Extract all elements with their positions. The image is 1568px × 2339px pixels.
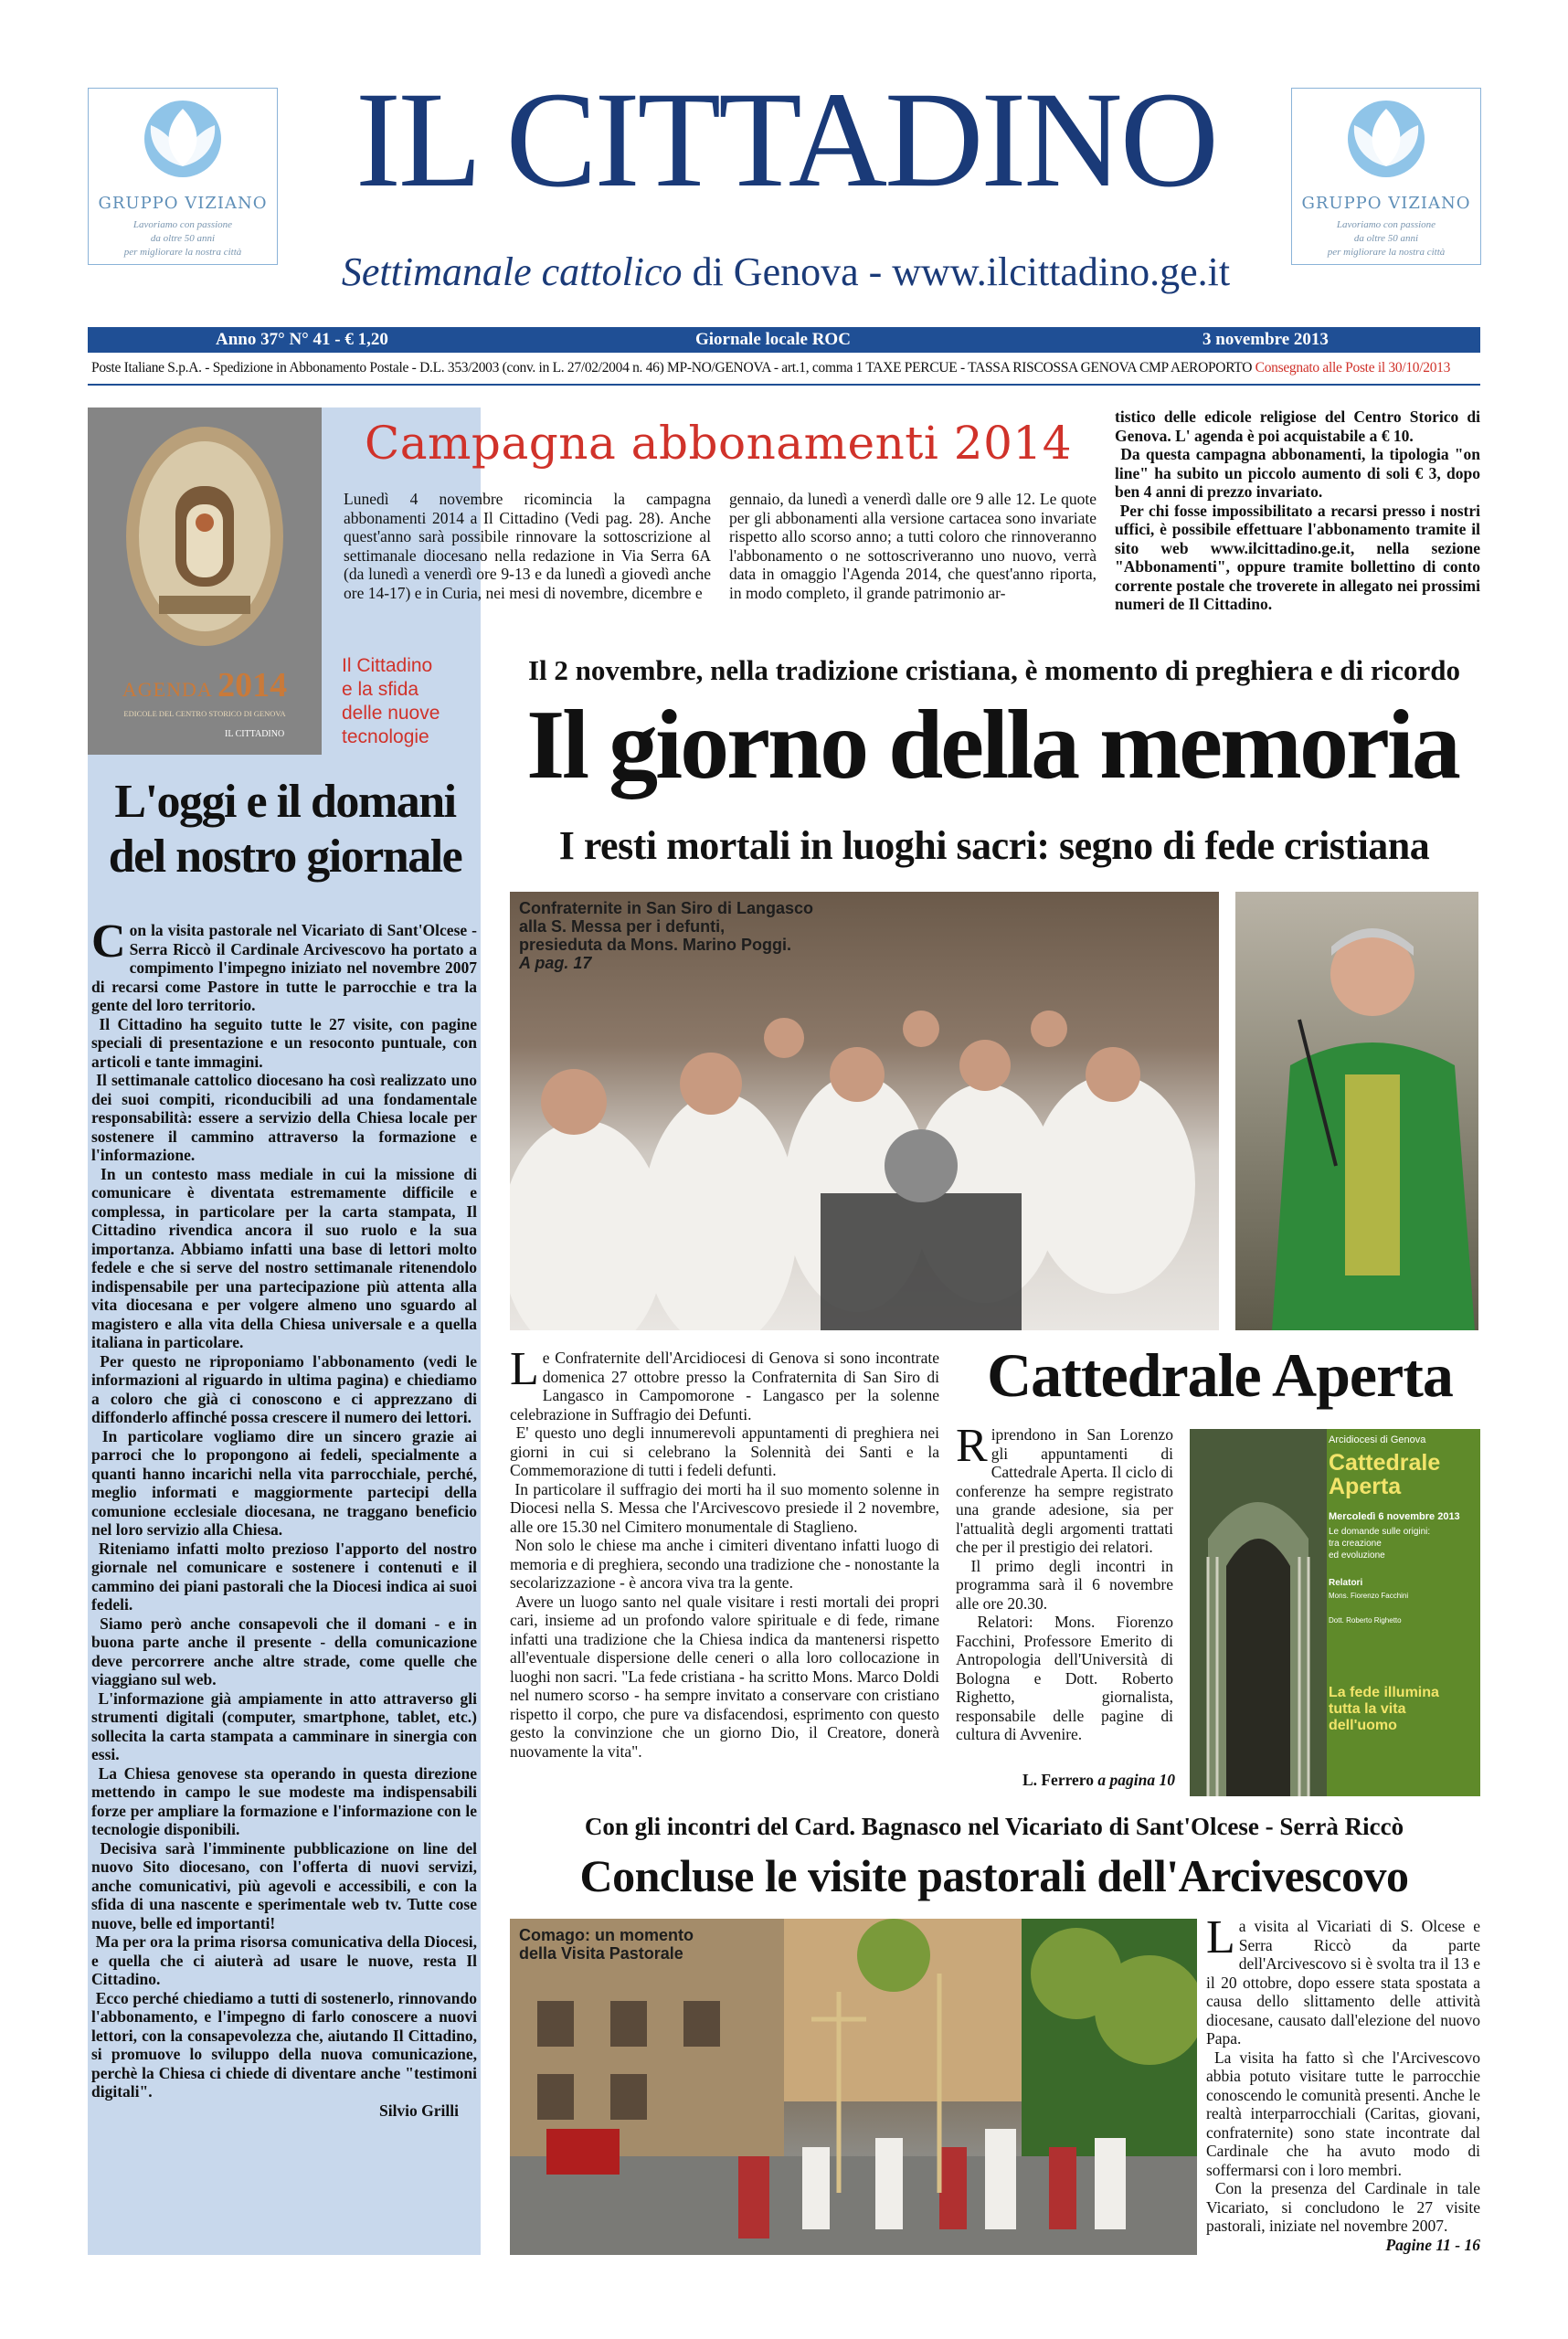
- photo-caption: Confraternite in San Siro di Langasco alla S. Messa per i defunti, presieduta da Mons. Marino Poggi. A pag. 17: [519, 899, 814, 972]
- agenda-cover: [88, 407, 322, 755]
- visite-title: Concluse le visite pastorali dell'Arcivescovo: [579, 1850, 1409, 1901]
- issue-date: 3 novembre 2013: [1202, 330, 1329, 349]
- priest-image: [1235, 892, 1478, 1330]
- issue-number: Anno 37° N° 41 - € 1,20: [216, 330, 388, 349]
- agenda-title: AGENDA 2014: [122, 666, 288, 704]
- issue-bar: [88, 327, 1480, 353]
- cattedrale-title: Cattedrale Aperta: [987, 1340, 1453, 1410]
- divider: [88, 384, 1480, 386]
- campaign-title: Campagna abbonamenti 2014: [364, 417, 1073, 470]
- cattedrale-credit: L. Ferrero a pagina 10: [1022, 1771, 1175, 1789]
- logo-name: GRUPPO VIZIANO: [98, 194, 268, 213]
- procession-image: [510, 1919, 1197, 2255]
- agenda-subtitle: EDICOLE DEL CENTRO STORICO DI GENOVA: [123, 709, 286, 718]
- photo-caption: Comago: un momento della Visita Pastorale: [519, 1926, 694, 1963]
- cathedral-portal-image: [1190, 1429, 1327, 1796]
- newspaper-subtitle: Settimanale cattolico di Genova - www.ilcittadino.ge.it: [341, 249, 1231, 294]
- campaign-col-2: gennaio, da lunedì a venerdì dalle ore 9 alle 12. Le quote per gli abbonamenti alla versione cartacea sono invariate rispetto allo scorso anno; a tutti coloro che rinnoveranno l'abbonamento o ne sottoscriveranno uno nuovo, verrà data in omaggio l'Agenda 2014, che quest'anno riporta, in modo completo, il grande patrimonio ar-: [729, 490, 1097, 602]
- bishop-photo: [1235, 892, 1478, 1330]
- visite-pages: Pagine 11 - 16: [1385, 2235, 1480, 2254]
- roc-label: Giornale locale ROC: [695, 330, 851, 349]
- cattedrale-poster: [1190, 1429, 1480, 1796]
- poster-text: Arcidiocesi di Genova Cattedrale Aperta Mercoledì 6 novembre 2013 Le domande sulle origini: tra creazione ed evoluzione Relatori Mons. Fiorenzo Facchini Dott. Roberto Righetto La fede illumina tutta la vita dell'uomo: [1329, 1434, 1460, 1733]
- editorial-title: L'oggi e il domani del nostro giornale: [108, 776, 462, 883]
- logo-tagline: Lavoriamo con passione da oltre 50 anni per migliorare la nostra città: [123, 219, 242, 258]
- memoria-subtitle: I resti mortali in luoghi sacri: segno di fede cristiana: [558, 823, 1430, 868]
- memoria-body: Le Confraternite dell'Arcidiocesi di Genova si sono incontrate domenica 27 ottobre presso la Confraternita di San Siro di Langasco in Campomorone - Langasco per la solenne celebrazione in Suffragio dei Defunti. E' questo uno degli innumerevoli appuntamenti di preghiera nei giorni in cui si celebrano la Solennità dei Santi e la Commemorazione di tutti i fedeli defunti. In particolare il suffragio dei morti ha il suo momento solenne in Diocesi nella S. Messa che l'Arcivescovo presiede il 2 novembre, alle ore 15.30 nel Cimitero monumentale di Staglieno. Non solo le chiese ma anche i cimiteri diventano infatti luogo di memoria e di preghiera, secondo una tradizione che - nonostante la secolarizzazione - è ancora viva tra la gente. Avere un luogo santo nel quale visitare i resti mortali dei propri cari, insieme ad un profondo valore spirituale e di fede, rimane infatti una tradizione che la Chiesa indica da mantenersi rispetto all'eventuale dispersione delle ceneri o alla loro collocazione in luoghi non sacri. "La fede cristiana - ha scritto Mons. Marco Doldi nel numero scorso - ha sempre invitato a conservare con cristiano rispetto il corpo, che pure va disfacendosi, esprimento con questo gesto la convinzione che un giorno Dio, il Creatore, donerà nuovamente la vita".: [510, 1343, 940, 1761]
- postal-line: Poste Italiane S.p.A. - Spedizione in Abbonamento Postale - D.L. 353/2003 (conv. in L. 27/02/2004 n. 46) MP-NO/GENOVA - art.1, comma 1 TAXE PERCUE - TASSA RISCOSSA GENOVA CMP AEROPORTO Consegnato alle Poste il 30/10/2013: [91, 360, 1451, 376]
- editorial-signature: Silvio Grilli: [378, 2101, 459, 2120]
- lotus-icon: [1292, 89, 1480, 189]
- sponsor-logo-right: [1291, 88, 1481, 265]
- agenda-publisher: IL CITTADINO: [225, 729, 285, 739]
- visite-kicker: Con gli incontri del Card. Bagnasco nel Vicariato di Sant'Olcese - Serrà Riccò: [584, 1813, 1404, 1840]
- campaign-col-1: Lunedì 4 novembre ricomincia la campagna abbonamenti 2014 a Il Cittadino (Vedi pag. 28). Anche quest'anno sarà possibile rinnovare la sottoscrizione al settimanale diocesano nella redazione in Via Serra 6A (da lunedì a venerdì ore 9-13 e da lunedì a giovedì anche ore 14-17) e in Curia, nei mesi di novembre, dicembre e: [344, 490, 711, 602]
- cattedrale-body: Riprendono in San Lorenzo gli appuntamenti di Cattedrale Aperta. Il ciclo di conferenze ha sempre registrato una grande adesione, sia per l'attualità degli argomenti trattati che per il prestigio dei relatori. Il primo degli incontri in programma sarà il 6 novembre alle ore 20.30. Relatori: Mons. Fiorenzo Facchini, Professore Emerito di Antropologia dell'Università di Bologna e Dott. Roberto Righetto, giornalista, responsabile delle pagine di cultura di Avvenire.: [956, 1420, 1174, 1743]
- lotus-icon: [89, 89, 277, 189]
- tech-promo: Il Cittadino e la sfida delle nuove tecnologie: [342, 655, 440, 747]
- shrine-image: [122, 422, 287, 651]
- editorial-body: Con la visita pastorale nel Vicariato di Sant'Olcese - Serra Riccò il Cardinale Arcivescovo ha portato a compimento l'impegno iniziato nel novembre 2007 di recarsi come Pastore in tutte le parrocchie e tra la gente del loro territorio. Il Cittadino ha seguito tutte le 27 visite, con pagine speciali di presentazione e un resoconto puntuale, con articoli e tante immagini. Il settimanale cattolico diocesano ha così realizzato uno dei suoi compiti, riconducibili ad una fondamentale responsabilità: essere a servizio della Chiesa locale per sostenere il cammino attraverso la formazione e l'informazione. In un contesto mass mediale in cui la missione di comunicare è diventata estremamente difficile e complessa, in particolare per la carta stampata, Il Cittadino rivendica ancora il suo ruolo e la sua importanza. Abbiamo infatti una base di lettori molto fedele e che si serve del nostro settimanale ritenendolo indispensabile per una partecipazione più attenta alla vita diocesana e per volgere almeno uno sguardo al magistero e alla vita della Chiesa universale e a quella italiana in particolare. Per questo ne riproponiamo l'abbonamento (vedi le informazioni al riguardo in ultima pagina) e chiediamo a coloro che già ci conoscono e ci apprezzano di diffonderlo affinché possa crescere il numero dei lettori. In particolare vogliamo dire un sincero grazie ai parroci che lo propongono ai fedeli, specialmente a quanti hanno incarichi nella vita parrocchiale, perché, meglio informati e maggiormente partecipi della comunione ecclesiale diocesana, ne traggano beneficio nel loro servizio alla Chiesa. Riteniamo infatti molto prezioso l'apporto del nostro giornale nel comunicare e sostenere i contenuti e il cammino dei piani pastorali che la Diocesi indica ai suoi fedeli. Siamo però anche consapevoli che il domani - e in buona parte anche il presente - della comunicazione deve percorrere anche altre strade, come quelle che viaggiano sul web. L'informazione già ampiamente in atto attraverso gli strumenti digitali (computer, smartphone, tablet, etc.) sollecita la carta stampata a camminare in sinergia con essi. La Chiesa genovese sta operando in questa direzione mettendo in campo le sue modeste ma indispensabili forze per ampliare la formazione e l'informazione con le tecnologie disponibili. Decisiva sarà l'imminente pubblicazione on line del nuovo Sito diocesano, con l'offerta di nuovi servizi, anche comunicativi, più agevoli e accessibili, e con la sfida di una nascente e sperimentale web tv. Tutte cose nuove, belle ed importanti! Ma per ora la prima risorsa comunicativa della Diocesi, e quella che ci aiuterà ad usare le nuove, resta Il Cittadino. Ecco perché chiediamo a tutti di sostenerlo, rinnovando l'abbonamento, e l'impegno di farlo conoscere a nuovi lettori, con la consapevolezza che, aiutando Il Cittadino, si promuove lo sviluppo della nuova comunicazione, perchè la Chiesa ci chiede di diventare anche "testimoni digitali". Silvio Grilli: [91, 915, 478, 2120]
- confraternite-photo: [510, 892, 1219, 1330]
- sponsor-logo-left: [88, 88, 278, 265]
- visite-body: La visita al Vicariati di S. Olcese e Serra Riccò da parte dell'Arcivescovo si è svolta tra il 13 e il 20 ottobre, dopo essere stata spostata a causa dello slittamento delle attività diocesane, causato dall'elezione del nuovo Papa. La visita ha fatto sì che l'Arcivescovo abbia potuto visitare tutte le parrocchie conoscendo le comunità presenti. Anche le realtà interparrocchiali (Caritas, giovani, confraternite) sono state incontrate dal Cardinale che ha avuto modo di soffermarsi con i loro membri. Con la presenza del Cardinale in tale Vicariato, si concludono le 27 visite pastorali, iniziate nel novembre 2007. Pagine 11 - 16: [1206, 1911, 1481, 2254]
- logo-name: GRUPPO VIZIANO: [1301, 194, 1471, 213]
- comago-photo: [510, 1919, 1197, 2255]
- memoria-kicker: Il 2 novembre, nella tradizione cristiana, è momento di preghiera e di ricordo: [527, 654, 1460, 686]
- logo-tagline: Lavoriamo con passione da oltre 50 anni per migliorare la nostra città: [1327, 219, 1446, 258]
- memoria-title: Il giorno della memoria: [526, 691, 1458, 799]
- newspaper-title: IL CITTADINO: [355, 64, 1216, 216]
- campaign-col-3: tistico delle edicole religiose del Centro Storico di Genova. L' agenda è poi acquistabile a € 10. Da questa campagna abbonamenti, la tipologia "on line" ha subito un piccolo aumento di soli € 3, dopo ben 4 anni di prezzo invariato. Per chi fosse impossibilitato a recarsi presso i nostri uffici, è possibile effettuare l'abbonamento tramite il sito web www.ilcittadino.ge.it, nella sezione "Abbonamenti", oppure tramite bollettino di conto corrente postale che troverete in allegato nei prossimi numeri de Il Cittadino.: [1115, 407, 1480, 613]
